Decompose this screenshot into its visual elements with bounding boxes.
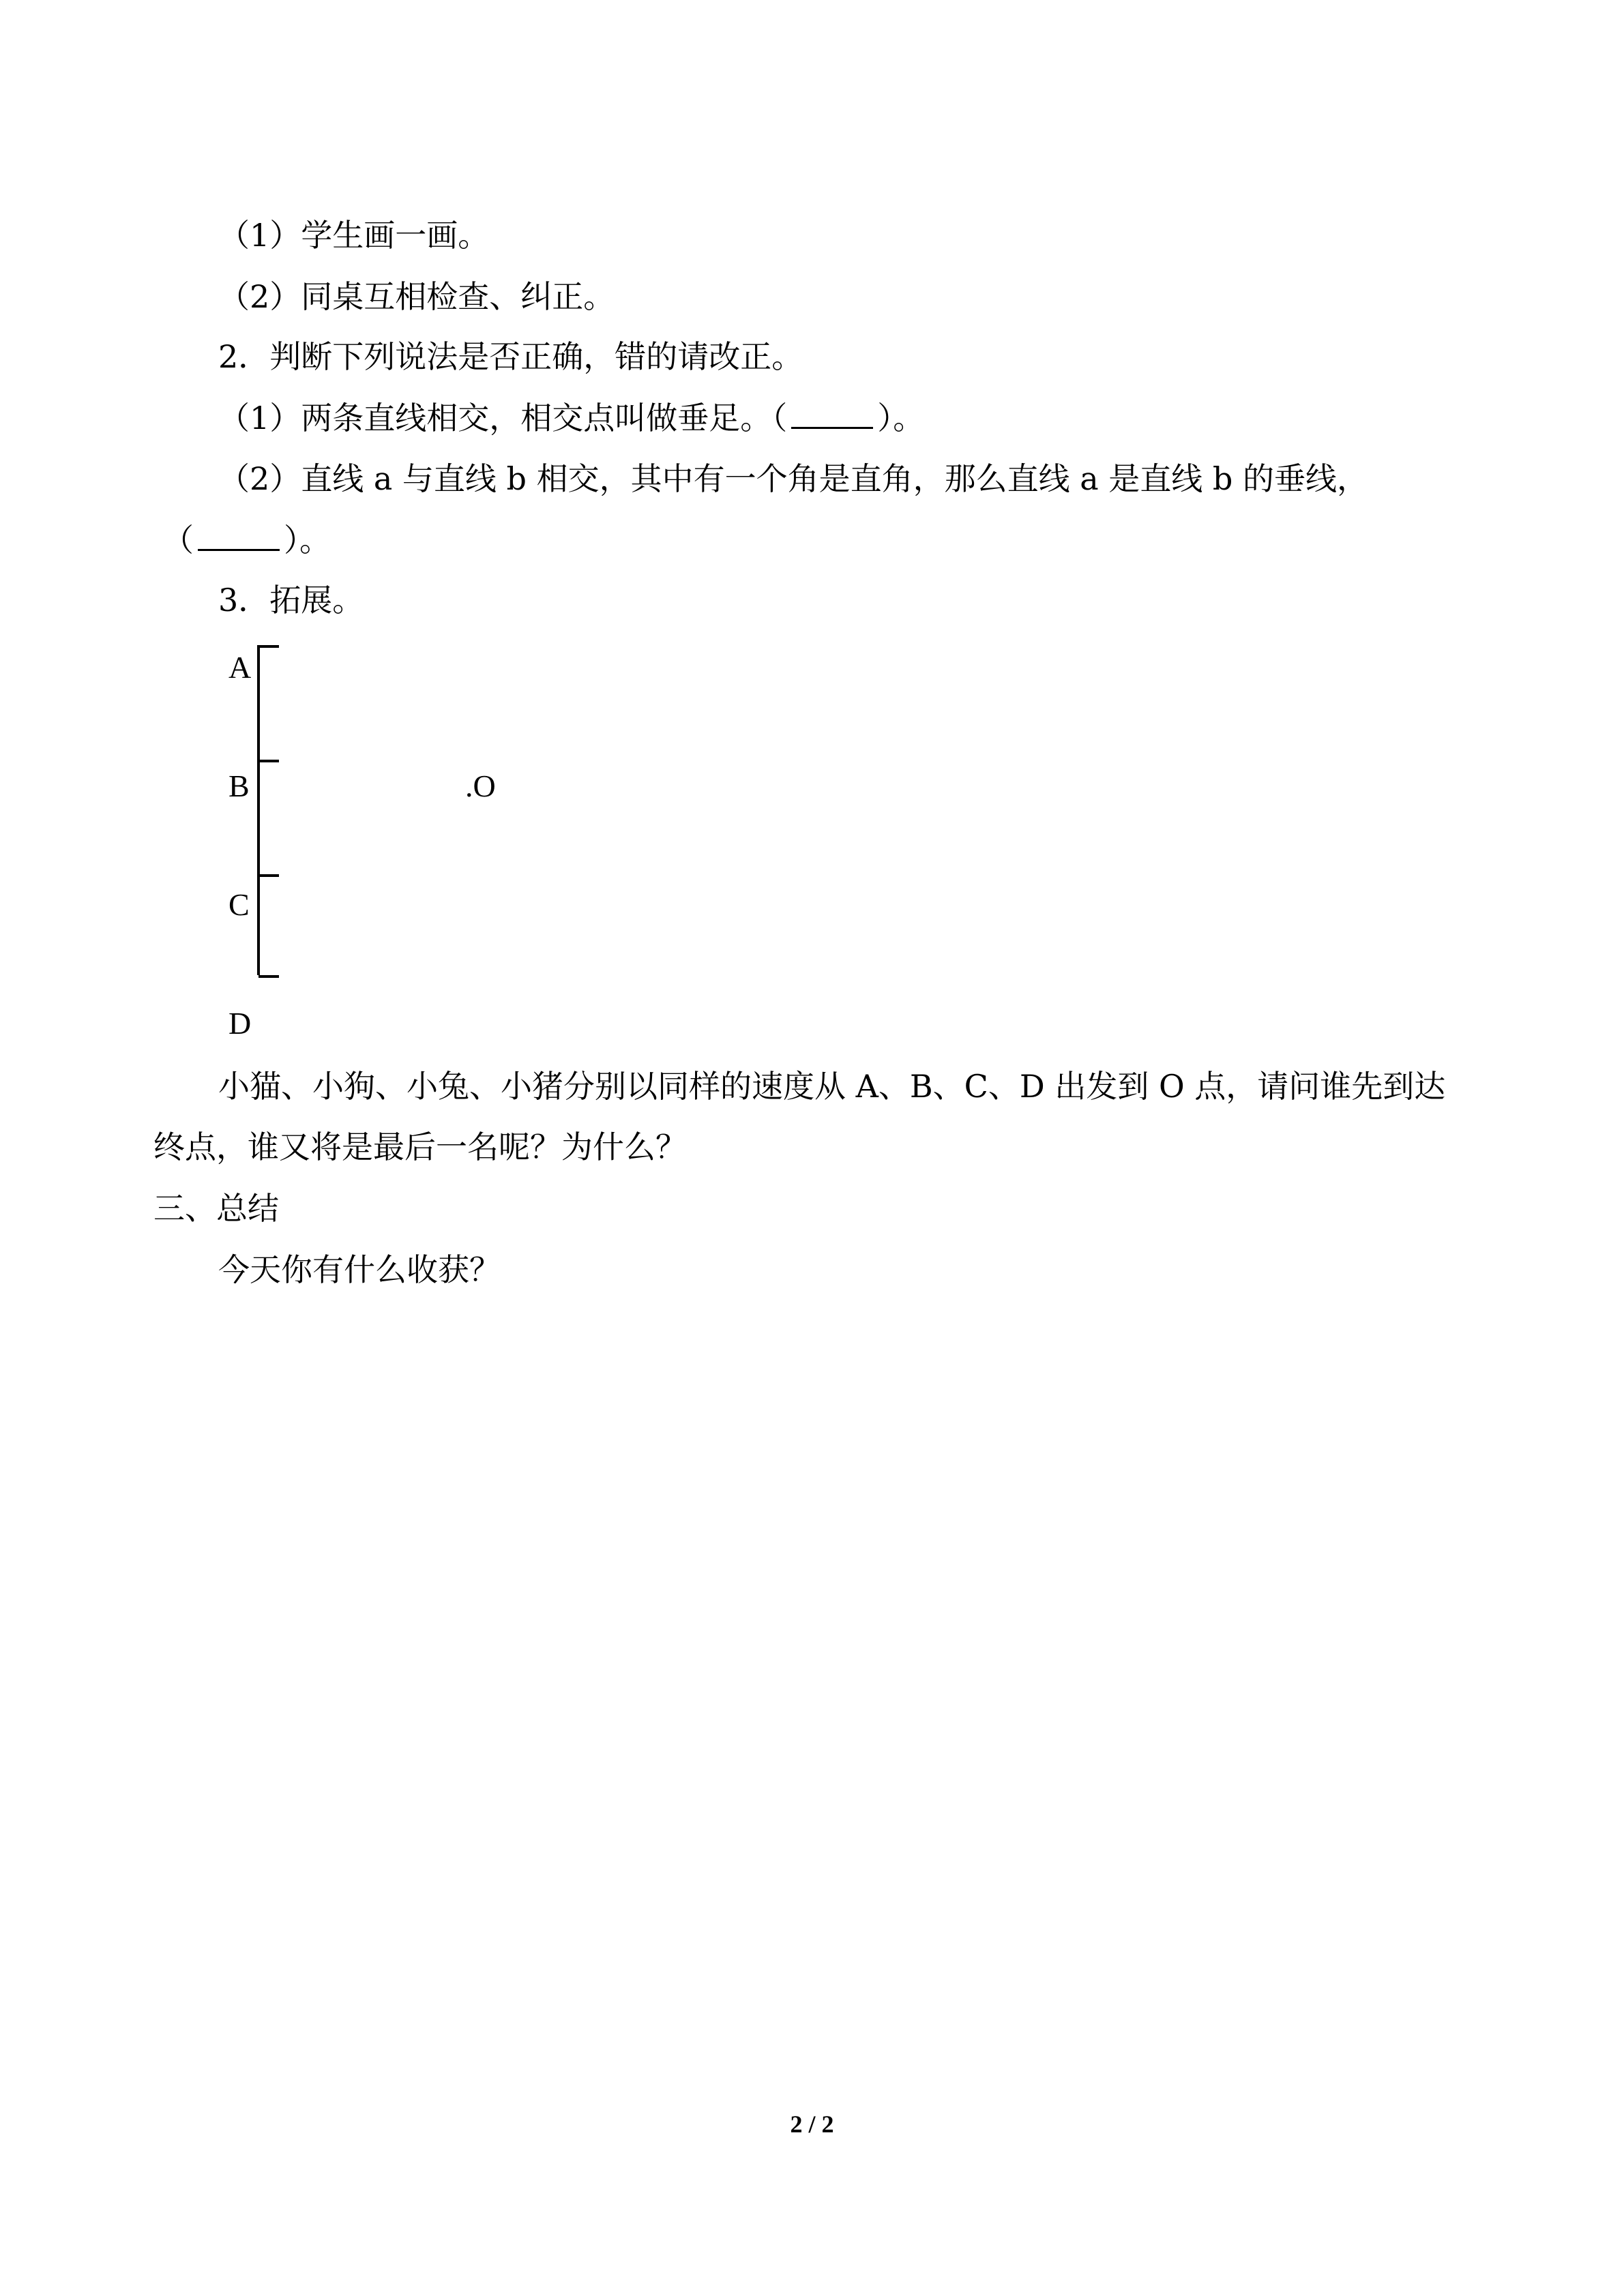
point-label-d: D <box>228 1006 252 1041</box>
point-label-o: .O <box>465 769 496 803</box>
answer-blank[interactable] <box>198 522 280 551</box>
vertical-line <box>257 645 260 975</box>
question-2-heading: 2．判断下列说法是否正确，错的请改正。 <box>218 338 803 375</box>
blank-open-paren: （ <box>162 522 194 558</box>
page-number: 2 / 2 <box>790 2111 834 2138</box>
blank-close-paren: ）。 <box>284 522 331 558</box>
question-2-item-2: （2）直线 a 与直线 b 相交，其中有一个角是直角，那么直线 a 是直线 b 的垂线， <box>218 460 1368 497</box>
point-label-c: C <box>228 887 250 922</box>
points-diagram <box>211 634 552 1041</box>
point-label-b: B <box>228 769 250 803</box>
question-2-item-1-end: ）。 <box>877 400 925 436</box>
step-draw: （1）学生画一画。 <box>218 217 490 254</box>
step-check: （2）同桌互相检查、纠正。 <box>218 278 615 315</box>
question-2-item-2-continuation <box>162 520 331 561</box>
problem-paragraph-line-2: 终点，谁又将是最后一名呢？为什么？ <box>153 1129 687 1165</box>
tick-c <box>259 874 279 877</box>
tick-b <box>259 760 279 762</box>
tick-a <box>259 645 279 648</box>
problem-paragraph-line-1: 小猫、小狗、小兔、小猪分别以同样的速度从 A、B、C、D 出发到 O 点，请问谁先到达 <box>218 1068 1446 1105</box>
question-2-item-1 <box>218 398 924 438</box>
answer-blank[interactable] <box>791 400 873 429</box>
section-summary-heading: 三、总结 <box>153 1190 279 1227</box>
question-3-heading: 3．拓展。 <box>218 582 364 618</box>
tick-d <box>259 975 279 978</box>
question-2-item-1-text: （1）两条直线相交，相交点叫做垂足。（ <box>218 400 788 436</box>
point-label-a: A <box>228 650 252 685</box>
summary-question: 今天你有什么收获？ <box>218 1251 501 1288</box>
